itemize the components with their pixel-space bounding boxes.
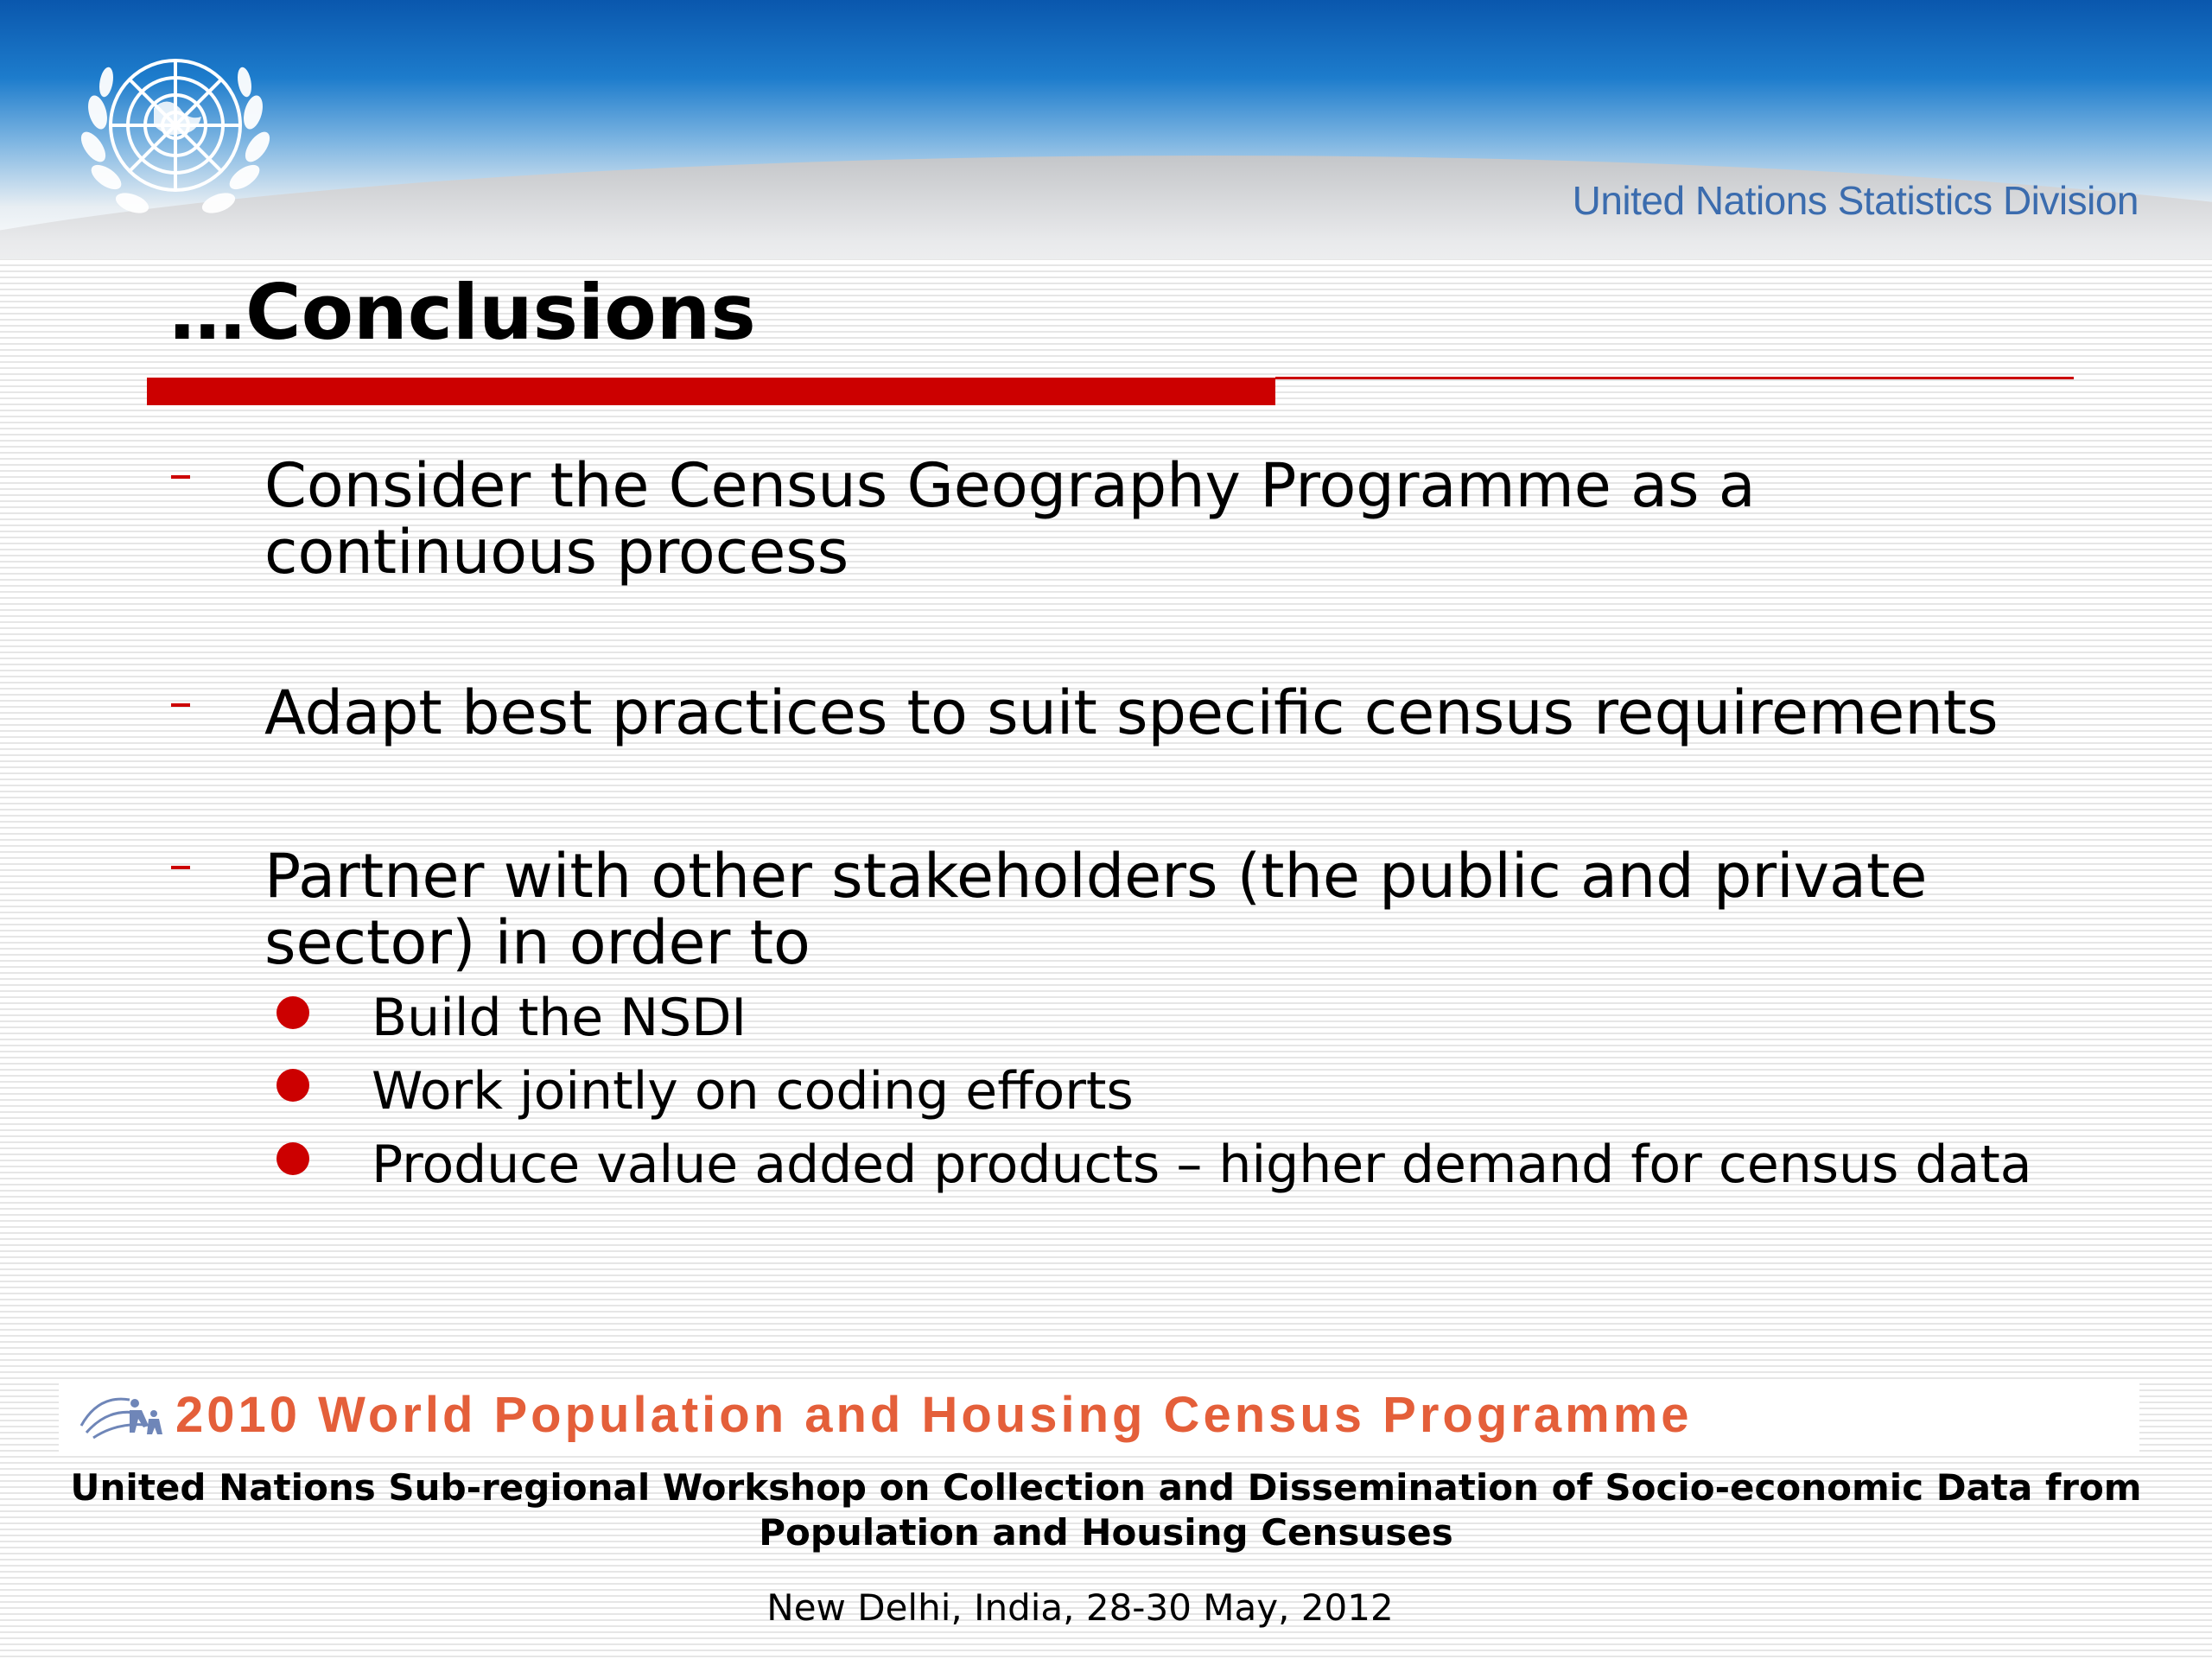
sub-bullet-item: Work jointly on coding efforts [372,1061,1134,1122]
title-underline-thick [147,378,1275,405]
census-programme-logo-icon [74,1388,169,1445]
red-dot-icon [276,1142,309,1175]
programme-banner [59,1382,2139,1452]
header-banner [0,0,2212,259]
workshop-title: United Nations Sub-regional Workshop on Collection and Dissemination of Socio-economic Data from Population and Housing Censuses [70,1466,2142,1554]
bullet-item: Partner with other stakeholders (the public and private sector) in order to [264,841,1928,978]
dash-icon [171,703,190,707]
title-underline-thin [1275,377,2074,379]
location-date: New Delhi, India, 28-30 May, 2012 [766,1586,1394,1629]
dash-icon [171,475,190,479]
sub-bullet-item: Produce value added products – higher demand for census data [372,1135,2032,1195]
red-dot-icon [276,1069,309,1102]
red-dot-icon [276,996,309,1029]
bullet-item: Consider the Census Geography Programme as a continuous process [264,450,1756,588]
un-emblem-icon [67,26,283,242]
organization-label: United Nations Statistics Division [1572,178,2139,223]
bullet-item: Adapt best practices to suit specific census requirements [264,677,1999,748]
dash-icon [171,866,190,869]
programme-title: 2010 World Population and Housing Census Programme [175,1387,1693,1443]
sub-bullet-item: Build the NSDI [372,988,747,1048]
slide-title: …Conclusions [169,268,756,357]
